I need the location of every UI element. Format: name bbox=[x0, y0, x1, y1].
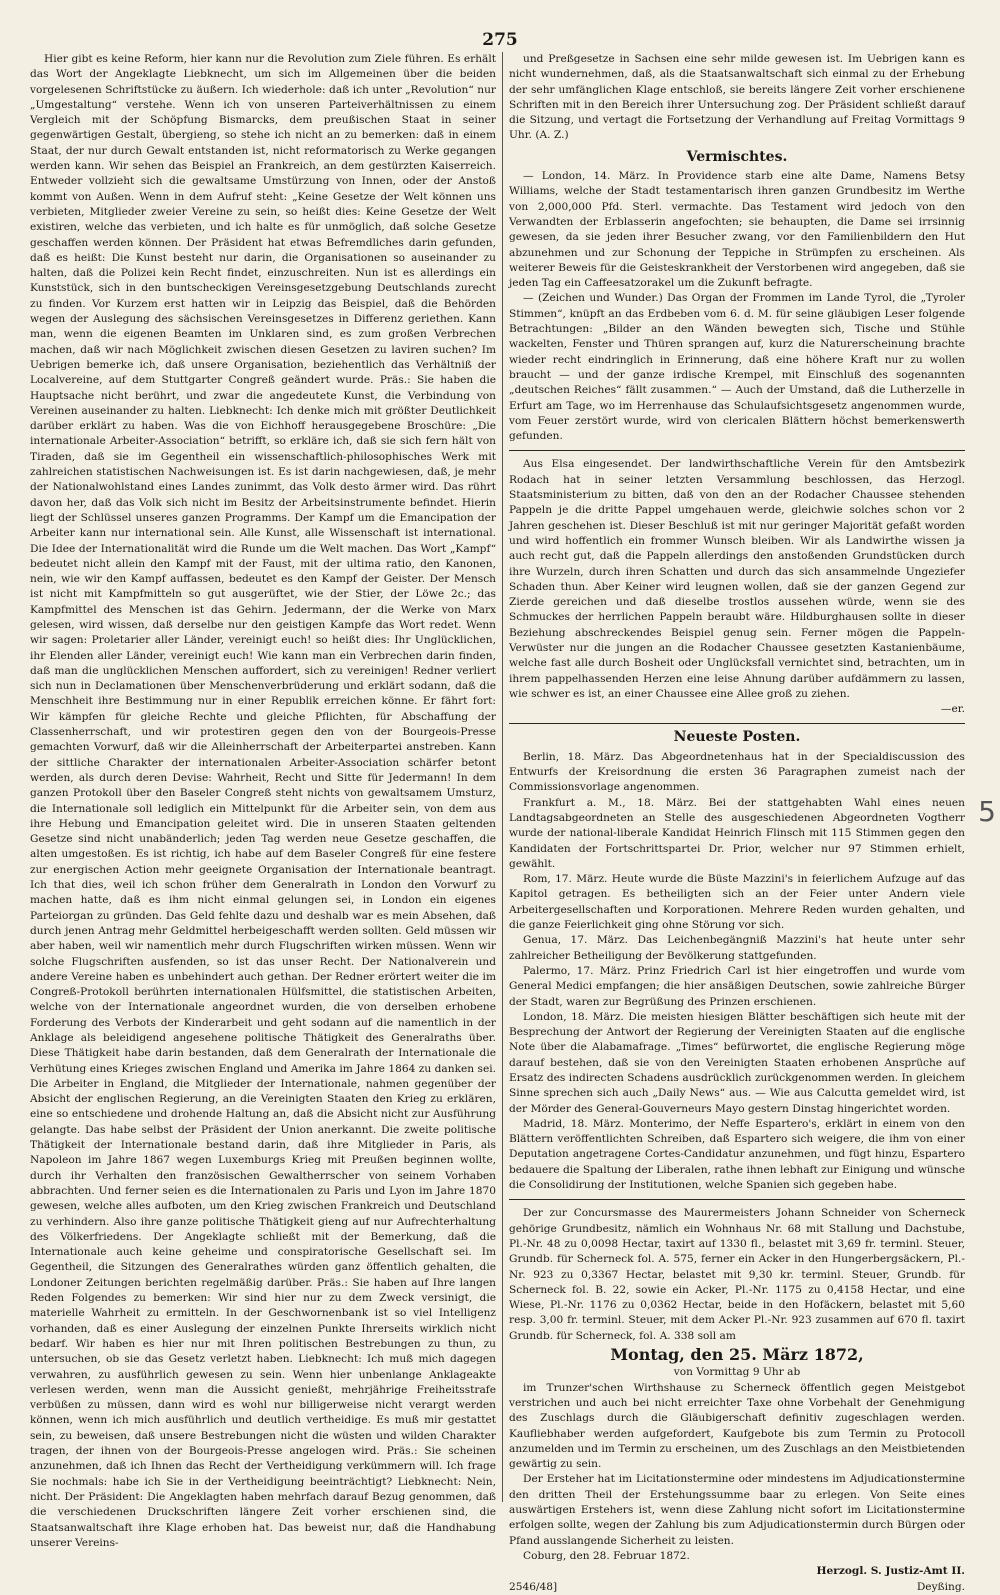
section-rule bbox=[509, 450, 965, 451]
news-item: Rom, 17. März. Heute wurde die Büste Mazzini's in feierlichem Aufzuge auf das Kapitol getragen. Es betheiligten sich an der Feier unter Andern viele Arbeitergesellschaften und Korporationen. Mehrere Reden wurden gehalten, und die ganze Feierlichkeit ging ohne Störung vor sich. bbox=[509, 873, 965, 932]
notice-reference: 2546/48] bbox=[509, 1580, 558, 1593]
page-number: 275 bbox=[482, 30, 518, 50]
auction-notice-text: Der zur Concursmasse des Maurermeisters Johann Schneider von Scherneck gehörige Grundbesitz, nämlich ein Wohnhaus Nr. 68 mit Stallung und Dachstube, Pl.-Nr. 48 zu 0,0098 Hectar, taxirt auf 1330 fl., belastet mit 3,69 fr. terminl. Steuer, Grundb. für Scherneck fol. A. 575, ferner ein Acker in den Hungerbergsäckern, Pl.-Nr. 923 zu 0,3367 Hectar, belastet mit 9,30 kr. terminl. Steuer, Grundb. für Scherneck fol. B. 22, sowie ein Acker, Pl.-Nr. 1175 zu 0,4158 Hectar, und eine Wiese, Pl.-Nr. 1176 zu 0,0362 Hectar, beide in den Hofäckern, belastet mit 5,60 resp. 3,00 fr. terminl. Steuer, mit dem Acker Pl.-Nr. 923 zusammen auf 670 fl. taxirt Grundb. für Scherneck, fol. A. 338 soll am bbox=[509, 1207, 965, 1342]
margin-handwriting: 5 bbox=[978, 795, 996, 828]
section-rule bbox=[509, 1199, 965, 1200]
section-heading-vermischtes: Vermischtes. bbox=[686, 148, 788, 165]
auction-payment-terms: Der Ersteher hat im Licitationstermine oder mindestens im Adjudicationstermine den dritten Theil der Erstehungssumme baar zu erlegen. Von Seite eines auswärtigen Erstehers ist, wenn diese Zahlung nicht sofort im Licitationstermine erfolgen sollte, wegen der Zahlung bis zum Adjudicationstermin durch Bürgen oder Pfand ausslangende Sicherheit zu leisten. bbox=[509, 1473, 965, 1547]
news-item: London, 18. März. Die meisten hiesigen Blätter beschäftigen sich heute mit der Besprechung der Antwort der Regierung der Vereinigten Staaten auf die englische Note über die Alabamafrage. „Times“ befürwortet, die englische Regierung möge darauf bestehen, daß sie von den Vereinigten Staaten erhobenen Ansprüche auf Ersatz des indirecten Schadens ausdrücklich zurückgenommen werden. In gleichem Sinne sprechen sich auch „Daily News“ aus. — Wie aus Calcutta gemeldet wird, ist der Mörder des General-Gouverneurs Mayo gestern Dinstag hingerichtet worden. bbox=[509, 1010, 965, 1115]
vermischtes-item: — London, 14. März. In Providence starb eine alte Dame, Namens Betsy Williams, welche der Stadt testamentarisch ihren ganzen Grundbesitz im Werthe von 2,000,000 Pfd. Sterl. vermachte. Das Testament wird jedoch von den Verwandten der Erblasserin angefochten; sie behaupten, die Dame sei irrsinnig gewesen, da sie jeden ihrer Besucher zwang, vor den Familienbildern den Hut abzunehmen und zur Schonung der Teppiche in Strümpfen zu erscheinen. Als weiterer Beweis für die Geisteskrankheit der Verstorbenen wird angegeben, daß sie jeden Tag ein Caffeesatzorakel um die Zukunft befragte. bbox=[509, 170, 965, 290]
trial-report-end: und Preßgesetze in Sachsen eine sehr milde gewesen ist. Im Uebrigen kann es nicht wundernehmen, daß, als die Staatsanwaltschaft sich einmal zu der Erhebung der sehr umfänglichen Klage entschloß, sie bereits längere Zeit vorher erschienene Schriften mit in den Bereich ihrer Untersuchung zog. Der Präsident schließt darauf die Sitzung, und vertagt die Fortsetzung der Verhandlung auf Freitag Vormittags 9 Uhr. (A. Z.) bbox=[509, 53, 965, 142]
notice-authority: Herzogl. S. Justiz-Amt II. bbox=[816, 1565, 965, 1578]
left-article-text: Hier gibt es keine Reform, hier kann nur die Revolution zum Ziele führen. Es erhält das Wort der Angeklagte Liebknecht, um sich im Allgemeinen über die beiden vorgelesenen Schriftstücke zu äußern. Ich wiederhole: daß ich unter „Revolution“ nur „Umgestaltung“ verstehe. Wenn ich von unseren Parteiverhältnissen zu einem Vergleich mit der Schöpfung Bismarcks, dem preußischen Staat in seiner gegenwärtigen Gestalt, übergieng, so stehe ich nicht an zu bemerken: daß in einem Staat, der nur durch Gewalt entstanden ist, nicht reformatorisch zu Werke gegangen werden kann. Wir sehen das Beispiel an Frankreich, an dem gestürzten Kaiserreich. Entweder vollzieht sich die gewaltsame Umstürzung von Innen, oder der Anstoß kommt von Außen. Wenn in dem Aufruf steht: „Keine Gesetze der Welt können uns verbieten, Mitglieder zweier Vereine zu sein, so heißt dies: Keine Gesetze der Welt existiren, welche das verbieten, und ich halte es für unmöglich, daß solche Gesetze geschaffen werden können. Der Präsident hat etwas Befremdliches darin gefunden, daß es heißt: Die Kunst besteht nur darin, die Organisationen so auseinander zu halten, daß die Polizei kein Recht findet, einzuschreiten. Nun ist es allerdings ein Kunststück, sich in den buntscheckigen Vereinsgesetzgebung Deutschlands zurecht zu finden. Vor Kurzem erst hatten wir in Leipzig das Beispiel, daß die Behörden wegen der Auslegung des sächsischen Vereinsgesetzes in Differenz geriethen. Kann man, wenn die eigenen Beamten im Unklaren sind, es zum großen Verbrechen machen, daß wir nach Möglichkeit zwischen diesen Gesetzen zu laviren suchen? Im Uebrigen bemerke ich, daß unsere Organisation, beziehentlich das Verhältniß der Localvereine, auf dem Stuttgarter Congreß geändert wurde. Präs.: Sie haben die Hauptsache nicht berührt, und zwar die angedeutete Kunst, die Verbindung von Vereinen auseinander zu halten. Liebknecht: Ich denke mich mit größter Deutlichkeit darüber erklärt zu haben. Was die von Eichhoff herausgegebene Broschüre: „Die internationale Arbeiter-Association“ betrifft, so erkläre ich, daß sie sich fern hält von Tiraden, daß sie im Gegentheil ein wissenschaftlich-philosophisches Werk mit zahlreichen statistischen Nachweisungen ist. Es ist darin nachgewiesen, daß, je mehr der Nationalwohlstand eines Landes zunimmt, das Volk desto ärmer wird. Das rührt davon her, daß das Volk sich nicht im Besitz der Arbeitsinstrumente befindet. Hierin liegt der Schlüssel unseres ganzen Programms. Der Kampf um die Emancipation der Arbeiter kann nur international sein. Alle Kunst, alle Wissenschaft ist international. Die Idee der Internationalität wird die Runde um die Welt machen. Das Wort „Kampf“ bedeutet nicht allein den Kampf mit der Faust, mit der ultima ratio, den Kanonen, nein, wie wir den Kampf auffassen, bedeutet es den Kampf der Geister. Der Mensch ist nicht mit Kampfmitteln so gut ausgerüftet, wie der Stier, der Löwe 2c.; das Kampfmittel des Menschen ist das Gehirn. Jedermann, der die Werke von Marx gelesen, wird wissen, daß derselbe nur den geistigen Kampfe das Wort redet. Wenn wir sagen: Proletarier aller Länder, vereinigt euch! so heißt dies: Ihr Unglücklichen, ihr Elenden aller Länder, vereinigt euch! Wie kann man ein Verbrechen darin finden, daß man die unglücklichen Menschen auffordert, sich zu vereinigen! Redner verliert sich nun in Declamationen über Menschenverbrüderung und erklärt sodann, daß die Menschheit ihre Bestimmung nur in einer Republik erreichen könne. Er fährt fort: Wir kämpfen für gleiche Rechte und gleiche Pflichten, für Abschaffung der Classenherrschaft, und wir protestiren gegen den von der Bourgeois-Presse gemachten Vorwurf, daß wir die Alleinherrschaft der Arbeiterpartei anstreben. Kann der sittliche Charakter der internationalen Arbeiter-Association schärfer betont werden, als durch deren Devise: Wahrheit, Recht und Sitte für Jedermann! In dem ganzen Protokoll über den Baseler Congreß steht nichts von gewaltsamem Umsturz, die Internationale soll lediglich ein Mittelpunkt für die Arbeiter sein, von dem aus ihre Hebung und Emancipation geleitet wird. Die in unseren Staaten geltenden Gesetze sind nicht unabänderlich; jeden Tag werden neue Gesetze geschaffen, die alten umgestoßen. Es ist richtig, ich habe auf dem Baseler Congreß für eine festere zur energischen Action mehr geeignete Organisation der Internationale beantragt. Ich that dies, weil ich schon früher dem Generalrath in London den Vorwurf zu machen hatte, daß es ihm nicht einmal gelungen sei, in London ein eigenes Parteiorgan zu gründen. Das Geld fehlte dazu und deshalb war es mein Absehen, daß durch jenen Antrag mehr Geldmittel herbeigeschafft werden sollten. Geld müssen wir aber haben, weil wir namentlich mehr durch Flugschriften wirken müssen. Wenn wir solche Flugschriften ausfenden, so ist das unser Recht. Der Nationalverein und andere Vereine haben es unbehindert auch gethan. Der Redner erörtert weiter die im Congreß-Protokoll berührten internationalen Hülfsmittel, die statistischen Arbeiten, welche von der Internationale angeordnet wurden, die von derselben erhobene Forderung des Verbots der Kinderarbeit und geht sodann auf die namentlich in der Anklage als beleidigend angesehene politische Thätigkeit des Generalraths über. Diese Thätigkeit habe darin bestanden, daß dem Generalrath der Internationale die Verhütung eines Krieges zwischen England und Amerika im Jahre 1864 zu danken sei. Die Arbeiter in England, die Mitglieder der Internationale, nahmen gegenüber der Absicht der englischen Regierung, an die Vereinigten Staaten den Krieg zu erklären, eine so entschiedene und drohende Haltung an, daß die Absicht nicht zur Ausführung gelangte. Das habe selbst der Präsident der Union anerkannt. Die zweite politische Thätigkeit der Internationale bestand darin, daß ihre Mitglieder in Paris, als Napoleon im Jahre 1867 wegen Luxemburgs Krieg mit Preußen beginnen wollte, durch ihr Verhalten den französischen Gewaltherrscher von seinem Vorhaben abbrachten. Und ferner seien es die Internationalen zu Paris und Lyon im Jahre 1870 gewesen, welche alles aufboten, um den Krieg zwischen Frankreich und Deutschland zu verhindern. Also ihre ganze politische Thätigkeit gieng auf nur Aufrechterhaltung des Völkerfriedens. Der Angeklagte schließt mit der Bemerkung, daß die Internationale auch keine geheime und conspiratorische Gesellschaft sei. Im Gegentheil, die Sitzungen des Generalrathes würden ganz öffentlich gehalten, die Londoner Zeitungen berichten regelmäßig darüber. Präs.: Sie haben auf Ihre langen Reden Folgendes zu bemerken: Wir sind hier nur zu dem Zweck versinigt, die materielle Wahrheit zu ermitteln. In der Geschwornenbank ist so viel Intelligenz vorhanden, daß es einer Auslegung der einzelnen Punkte Ihrerseits wirklich nicht bedarf. Wir haben es hier nur mit Ihren politischen Bestrebungen zu thun, zu untersuchen, ob sie das Gesetz verletzt haben. Liebknecht: Ich muß mich dagegen verwahren, zu ausführlich gewesen zu sein. Wenn hier unbenlange Anklageakte verlesen werden, wenn man die Aussicht genießt, mehrjährige Freiheitsstrafe verbüßen zu müssen, dann wird es wohl nur billigerweise nicht verargt werden können, wenn ich mich ausführlich und deutlich vertheidige. Es muß mir gestattet sein, zu beweisen, daß unsere Bestrebungen nicht die wüsten und wilden Charakter tragen, der ihnen von der Bourgeois-Presse angelogen wird. Präs.: Sie scheinen anzunehmen, daß ich Ihnen das Recht der Vertheidigung verkümmern will. Ich frage Sie nochmals: habe ich Sie in der Vertheidigung beeinträchtigt? Liebknecht: Nein, nicht. Der Präsident: Die Angeklagten haben mehrfach darauf Bezug genommen, daß die verschiedenen Druckschriften längere Zeit vorher erschienen sind, die Staatsanwaltschaft ihre Klage erhoben hat. Das beweist nur, daß die Handhabung unserer Vereins- bbox=[30, 53, 496, 1549]
news-item: Madrid, 18. März. Monterimo, der Neffe Espartero's, erklärt in einem von den Blättern veröffentlichten Schreiben, daß Espartero sich weigere, die ihm von einer Deputation angetragene Cortes-Candidatur anzunehmen, und fügt hinzu, Espartero bedauere die Spaltung der Liberalen, rathe ihnen lebhaft zur Einigung und wünsche die Consolidirung der Institutionen, welche Spanien sich gegeben habe. bbox=[509, 1117, 965, 1192]
notice-footer bbox=[509, 1580, 965, 1595]
section-heading-posten: Neueste Posten. bbox=[673, 729, 801, 746]
section-rule bbox=[509, 723, 965, 724]
news-item: Genua, 17. März. Das Leichenbegängniß Mazzini's hat heute unter sehr zahlreicher Betheiligung der Bevölkerung stattgefunden. bbox=[509, 934, 965, 962]
elsa-signature: —er. bbox=[940, 703, 965, 716]
notice-signer: Deyßing. bbox=[916, 1580, 965, 1593]
news-item: Frankfurt a. M., 18. März. Bei der stattgehabten Wahl eines neuen Landtagsabgeordneten an Stelle des ausgeschiedenen Abgeordneten Vogtherr wurde der national-liberale Kandidat Heinrich Flinsch mit 115 Stimmen gegen den Kandidaten der Fortschrittspartei Dr. Prior, welcher nur 97 Stimmen erhielt, gewählt. bbox=[509, 796, 965, 870]
elsa-letter: Aus Elsa eingesendet. Der landwirthschaftliche Verein für den Amtsbezirk Rodach hat in seiner letzten Versammlung beschlossen, das Herzogl. Staatsministerium zu bitten, daß von den an der Rodacher Chaussee stehenden Pappeln je die dritte Pappel umgehauen werde, gleichwie solches schon vor 2 Jahren geschehen ist. Dieser Beschluß ist mit nur geringer Majorität gefaßt worden und wird hoffentlich ein frommer Wunsch bleiben. Wir als Landwirthe wissen ja auch recht gut, daß die Pappeln allerdings den anstoßenden Grundstücken durch ihre Wurzeln, durch ihren Schatten und durch das sich ansammelnde Ungeziefer Schaden thun. Aber Keiner wird leugnen wollen, daß sie der ganzen Gegend zur Zierde gereichen und daß dieselbe trostlos aussehen würde, wenn sie des Schmuckes der herrlichen Pappeln beraubt wäre. Hildburghausen sollte in dieser Beziehung abschreckendes Beispiel genug sein. Ferner mögen die Pappeln-Verwüster nur die jungen an die Rodacher Chaussee gesetzten Kastanienbäume, welche fast alle durch Bosheit oder Unglücksfall vernichtet sind, betrachten, um in ihrem pappelhassenden Herzen eine leise Ahnung darüber aufdämmern zu lassen, wie schwer es ist, an einer Chaussee eine Allee groß zu ziehen. bbox=[509, 458, 965, 700]
auction-terms: im Trunzer'schen Wirthshause zu Scherneck öffentlich gegen Meistgebot verstrichen und auch bei nicht erreichter Taxe ohne Vorbehalt der Genehmigung des Zuschlags durch die Gläubigerschaft definitiv zugeschlagen werden. Kaufliebhaber werden aufgefordert, Kaufgebote bis zum Termin zu Protocoll anzumelden und im Termin zu erscheinen, um des Zuschlags an den Meistbietenden gewärtig zu sein. bbox=[509, 1381, 965, 1471]
left-column bbox=[30, 52, 496, 1549]
column-divider bbox=[502, 52, 503, 1502]
news-item: Berlin, 18. März. Das Abgeordnetenhaus hat in der Specialdiscussion des Entwurfs der Kreisordnung die ersten 36 Paragraphen zumeist nach der Commissionsvorlage angenommen. bbox=[509, 750, 965, 794]
auction-date: Montag, den 25. März 1872, bbox=[610, 1345, 864, 1365]
auction-time: von Vormittag 9 Uhr ab bbox=[673, 1366, 801, 1379]
news-item: Palermo, 17. März. Prinz Friedrich Carl ist hier eingetroffen und wurde vom General Medici empfangen; die hier ansäßigen Deutschen, sowie zahlreiche Bürger der Stadt, waren zur Begrüßung des Prinzen erschienen. bbox=[509, 964, 965, 1008]
vermischtes-item: — (Zeichen und Wunder.) Das Organ der Frommen im Lande Tyrol, die „Tyroler Stimmen“, knüpft an das Erdbeben vom 6. d. M. für seine gläubigen Leser folgende Betrachtungen: „Bilder an den Wänden bewegten sich, Tische und Stühle wackelten, Fenster und Thüren sprangen auf, kurz die Naturerscheinung brachte wieder recht eindringlich in Erinnerung, daß eine höhere Kraft nur zu wollen braucht — und der ganze irdische Krempel, mit Einschluß des sogenannten „deutschen Reiches“ fällt zusammen.“ — Auch der Umstand, daß die Lutherzelle in Erfurt am Tage, wo im Herrenhause das Schulaufsichtsgesetz angenommen wurde, vom Feuer zerstört wurde, wird von clericalen Blättern höchst bemerkenswerth gefunden. bbox=[509, 292, 965, 443]
notice-place-date: Coburg, den 28. Februar 1872. bbox=[523, 1549, 690, 1562]
right-column bbox=[509, 52, 965, 1593]
